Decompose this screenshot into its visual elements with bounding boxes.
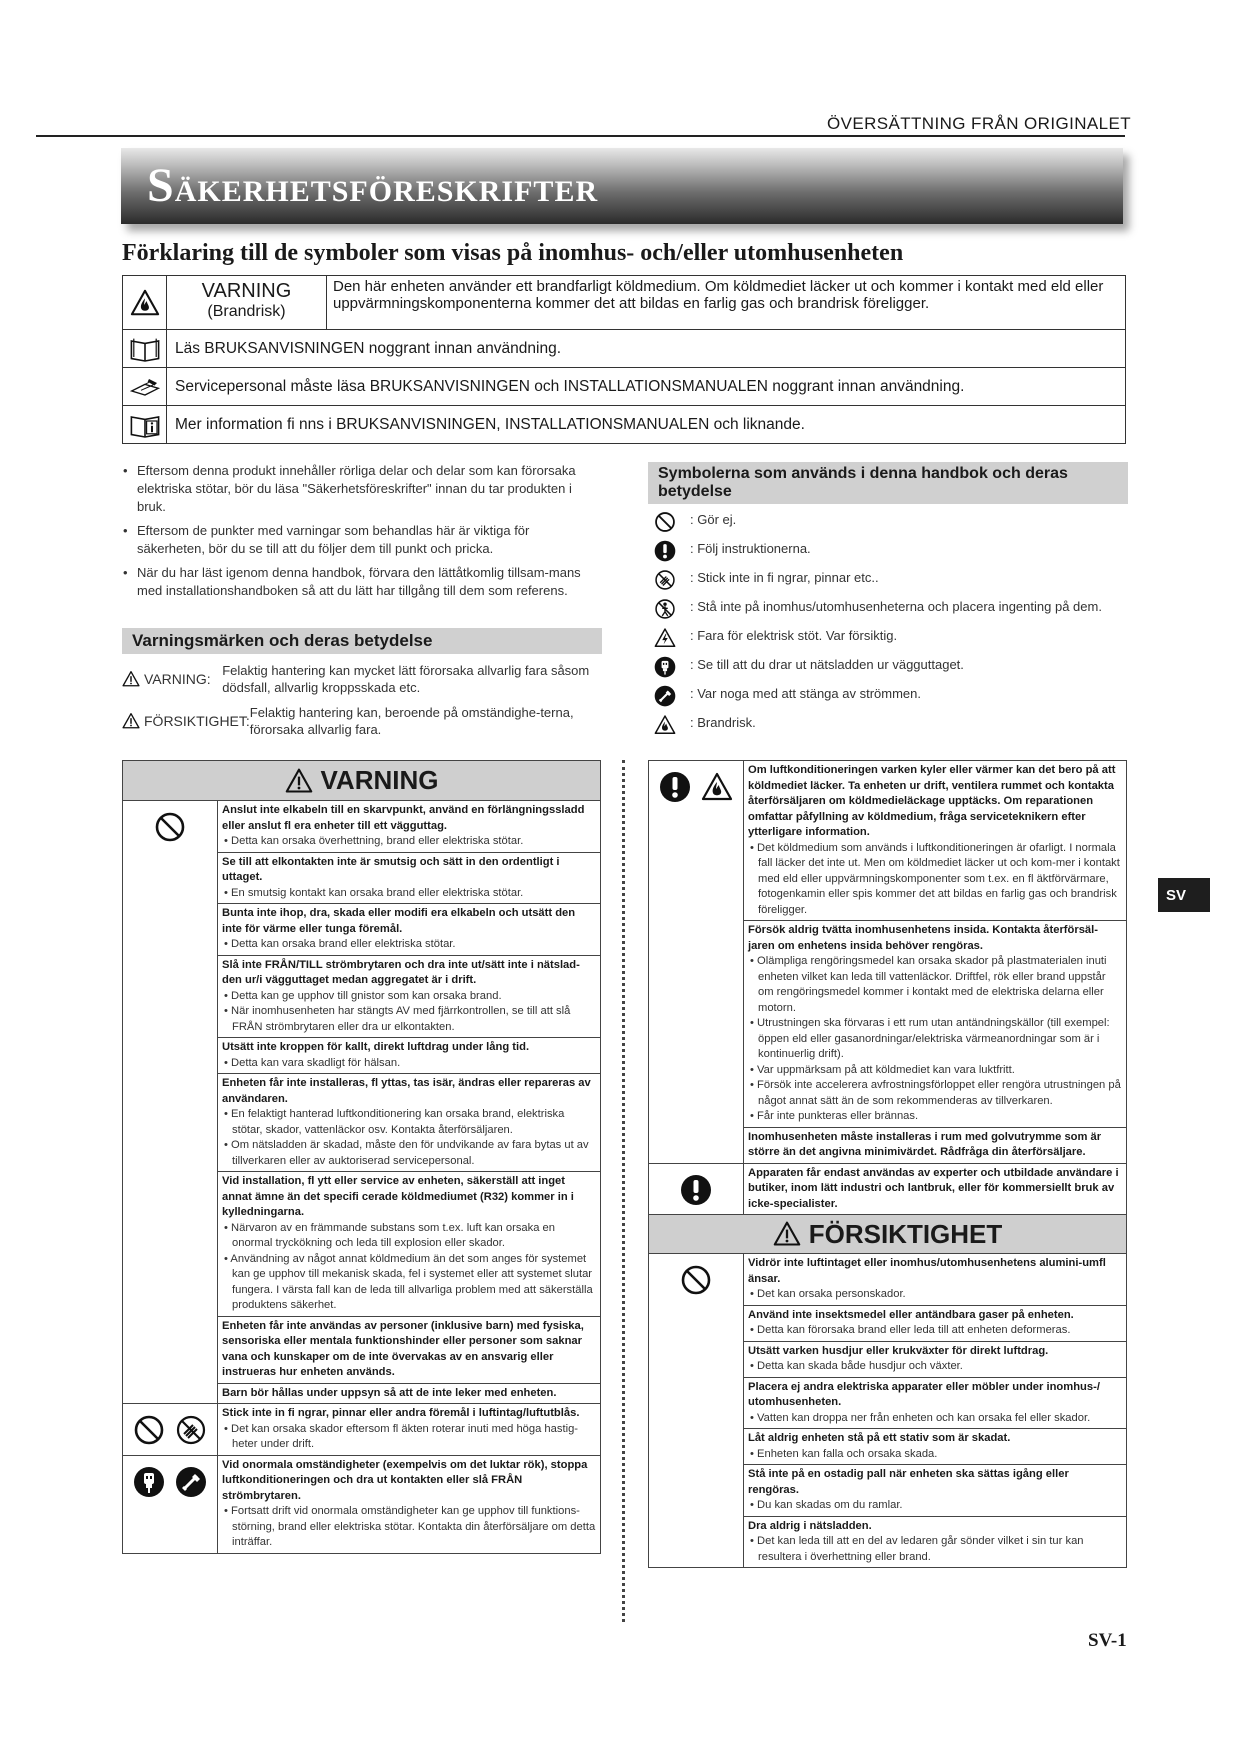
- box-group-items: [744, 1164, 1126, 1215]
- warning-mark-label: [122, 662, 222, 696]
- symbol-row: [123, 330, 1125, 368]
- no-fingers-icon: [175, 1414, 207, 1446]
- box-item-title: Apparaten får endast användas av experter och utbildade användare i butiker, inom lätt industri och lantbruk, eller för kommersiellt bruk av icke-specialister.: [748, 1166, 1119, 1210]
- box-item-title: Utsätt varken husdjur eller krukväxter för direkt luftdrag.: [748, 1344, 1049, 1357]
- box-item: [744, 1429, 1126, 1465]
- box-item-title: Bunta inte ihop, dra, skada eller modifi era elkabeln och utsätt den inte för värme eller tunga föremål.: [222, 907, 576, 935]
- box-item: [744, 1306, 1126, 1342]
- box-item-note: • Användning av något annat köldmedium än det som anges för systemet kan ge upphov till mekanisk skada, fel i systemet eller att systemet slutar fungera. I värsta fall kan de leda till allvarliga problem med att säkerställa produktens säkerhet.: [222, 1252, 596, 1314]
- warning-mark-row: [122, 662, 602, 696]
- box-item: [744, 1254, 1126, 1306]
- manual-symbol-icon: [648, 598, 682, 620]
- box-item-title: Placera ej andra elektriska apparater eller möbler under inomhus-/ utomhusenheten.: [748, 1380, 1100, 1408]
- unplug-icon: [133, 1466, 165, 1498]
- translation-notice: ÖVERSÄTTNING FRÅN ORIGINALET: [826, 114, 1131, 133]
- symbol-icon-cell: [123, 330, 167, 367]
- warning-triangle-icon: [122, 712, 140, 730]
- box-item-note: • När inomhusenheten har stängts AV med fjärrkontrollen, se till att slå FRÅN strömbrytaren eller dra ur elkontakten.: [222, 1004, 596, 1035]
- symbol-row-text: Läs BRUKSANVISNINGEN noggrant innan användning.: [175, 339, 561, 357]
- box-item-title: Dra aldrig i nätsladden.: [748, 1519, 872, 1532]
- power-off-icon: [175, 1466, 207, 1498]
- box-group-icons: [123, 1456, 218, 1553]
- warning-sublabel: (Brandrisk): [207, 303, 286, 320]
- box-group: [649, 761, 1126, 1164]
- manual-symbol-text: : Brandrisk.: [690, 715, 756, 730]
- manual-symbol-text: : Följ instruktionerna.: [690, 541, 811, 556]
- warning-mark-label-text: VARNING:: [144, 670, 211, 687]
- manual-symbol-text: : Se till att du drar ut nätsladden ur vägguttaget.: [690, 657, 964, 672]
- no-standing-icon: [654, 598, 676, 620]
- box-group: [123, 1404, 600, 1456]
- info-book-icon: [129, 409, 161, 441]
- box-item-note: • Detta kan ge upphov till gnistor som kan orsaka brand.: [222, 989, 596, 1005]
- box-item-title: Inomhusenheten måste installeras i rum med golvutrymme som är större än det angivna minimivärdet. Rådfråga din återförsäljare.: [748, 1130, 1102, 1158]
- box-item-title: Låt aldrig enheten stå på ett stativ som är skadat.: [748, 1432, 1011, 1444]
- caution-box-title: FÖRSIKTIGHET: [808, 1218, 1003, 1249]
- box-group-items: [744, 1254, 1126, 1567]
- box-item-title: Barn bör hållas under uppsyn så att de inte leker med enheten.: [222, 1386, 557, 1399]
- box-item-note: • Närvaron av en främmande substans som t.ex. luft kan orsaka en onormal tryckökning och leda till explosion eller skador.: [222, 1221, 596, 1252]
- symbol-row-text: Mer information fi nns i BRUKSANVISNINGEN, INSTALLATIONSMANUALEN och liknande.: [175, 415, 805, 433]
- warning-box-header: [123, 761, 600, 801]
- box-group-icons: [649, 1254, 744, 1567]
- box-group-items: [744, 761, 1126, 1163]
- mandatory-icon: [659, 771, 691, 803]
- symbol-icon-cell: [123, 406, 167, 443]
- box-item-note: • Detta kan orsaka överhettning, brand eller elektriska stötar.: [222, 834, 596, 850]
- manual-symbol-row: [648, 656, 1128, 678]
- manual-symbol-text: : Fara för elektrisk stöt. Var försiktig.: [690, 628, 898, 643]
- box-item: [744, 761, 1126, 921]
- warning-mark-text: Felaktig hantering kan mycket lätt förorsaka allvarlig fara såsom dödsfall, allvarlig kroppsskada etc.: [222, 663, 590, 695]
- box-item: [218, 1456, 600, 1553]
- box-group-icons: [649, 761, 744, 1163]
- box-group-items: [218, 801, 600, 1403]
- symbol-icon-cell: [123, 368, 167, 405]
- fire-risk-icon: [701, 771, 733, 803]
- intro-bullet: • När du har läst igenom denna handbok, förvara den lättåtkomlig tillsam-mans med installationshandboken så att du lätt har tillgång till dem som referens.: [122, 564, 592, 600]
- box-item-note: • Detta kan vara skadligt för hälsan.: [222, 1056, 596, 1072]
- box-item-title: Försök aldrig tvätta inomhusenhetens insida. Kontakta återförsäl-jaren om enhetens insida behöver rengöras.: [748, 924, 1098, 952]
- column-divider: [622, 760, 625, 1622]
- box-item-title: Se till att elkontakten inte är smutsig och sätt in den ordentligt i uttaget.: [222, 855, 560, 883]
- page-number: SV-1: [1088, 1630, 1127, 1651]
- warning-triangle-icon: [285, 767, 313, 795]
- box-item-note: • Vatten kan droppa ner från enheten och kan orsaka fel eller skador.: [748, 1411, 1122, 1427]
- prohibited-icon: [654, 511, 676, 533]
- manual-symbol-row: [648, 598, 1128, 620]
- warning-label-cell: [167, 276, 327, 329]
- box-item-title: Anslut inte elkabeln till en skarvpunkt, använd en förlängningssladd eller anslut fl era enheter till ett vägguttag.: [222, 804, 585, 832]
- symbols-heading: Förklaring till de symboler som visas på inomhus- och/eller utomhusenheten: [122, 240, 904, 266]
- manual-symbol-row: [648, 511, 1128, 533]
- language-tab: SV: [1158, 878, 1210, 912]
- box-item-note: • Får inte punkteras eller brännas.: [748, 1109, 1122, 1125]
- box-item: [218, 1317, 600, 1384]
- symbol-row-text: Servicepersonal måste läsa BRUKSANVISNINGEN och INSTALLATIONSMANUALEN noggrant innan användning.: [175, 377, 965, 395]
- manual-symbol-text: : Gör ej.: [690, 512, 737, 527]
- manual-symbol-icon: [648, 656, 682, 678]
- warning-mark-row: [122, 704, 602, 738]
- warning-mark-text: Felaktig hantering kan, beroende på omständighe-terna, förorsaka allvarlig fara.: [249, 705, 574, 737]
- manual-symbol-icon: [648, 685, 682, 707]
- box-item-title: Vidrör inte luftintaget eller inomhus/utomhusenhetens alumini-umfl änsar.: [748, 1257, 1106, 1285]
- box-item-note: • Detta kan förorsaka brand eller leda till att enheten deformeras.: [748, 1323, 1122, 1339]
- box-item-title: Vid installation, fl ytt eller service av enheten, säkerställ att inget annat ämne än det specifi cerade köldmediumet (R32) kommer in i kylledningarna.: [222, 1175, 574, 1218]
- unplug-icon: [654, 656, 676, 678]
- power-off-icon: [654, 685, 676, 707]
- symbol-row: [123, 368, 1125, 406]
- warning-marks-section: [122, 628, 602, 738]
- unit-symbols-table: [122, 275, 1126, 444]
- warning-box: [122, 760, 601, 1554]
- box-item-title: Enheten får inte installeras, fl yttas, tas isär, ändras eller repareras av användaren.: [222, 1077, 591, 1105]
- box-item-note: • Olämpliga rengöringsmedel kan orsaka skador på plastmaterialen inuti enheten vilket kan leda till vattenläckor. Driftfel, rök eller brand uppstår om rengöringsmedel kommer i kontakt med de elektriska delarna eller motorn.: [748, 954, 1122, 1016]
- manual-symbol-row: [648, 685, 1128, 707]
- box-group: [649, 1254, 1126, 1567]
- mandatory-icon: [680, 1174, 712, 1206]
- box-item-note: • Detta kan skada både husdjur och växter.: [748, 1359, 1122, 1375]
- box-item-note: • Det kan orsaka skador eftersom fl äkten roterar inuti med höga hastig-heter under drift.: [222, 1422, 596, 1453]
- box-group-icons: [123, 1404, 218, 1455]
- box-item: [218, 1074, 600, 1172]
- symbol-row: [123, 406, 1125, 444]
- box-item-title: Vid onormala omständigheter (exempelvis om det luktar rök), stoppa luftkonditioneringen och dra ut kontakten eller slå FRÅN strömbrytaren.: [222, 1458, 588, 1502]
- right-warning-box: [648, 760, 1127, 1568]
- manual-symbol-icon: [648, 627, 682, 649]
- box-item-title: Utsätt inte kroppen för kallt, direkt luftdrag under lång tid.: [222, 1041, 530, 1053]
- box-item-title: Om luftkonditioneringen varken kyler eller värmer kan det bero på att köldmediet läcker. Ta enheten ur drift, ventilera rummet och kontakta återförsäljaren om köldmedieläckage upptäcks. Om reparationen omfattar påfyllning av köldmedium, fråga serviceteknikern efter ytterligare information.: [748, 764, 1116, 838]
- warning-description: Den här enheten använder ett brandfarligt köldmedium. Om köldmediet läcker ut och kommer i kontakt med eld eller uppvärmningskomponenterna kommer det att bildas en farlig gas och brandrisk föreligger.: [333, 278, 1104, 312]
- box-item-note: • Var uppmärksam på att köldmediet kan vara luktfritt.: [748, 1063, 1122, 1079]
- header-rule: [36, 135, 1125, 137]
- box-item-title: Slå inte FRÅN/TILL strömbrytaren och dra inte ut/sätt inte i nätslad-den ur/i vägguttaget medan aggregatet är i drift.: [222, 958, 580, 986]
- box-item-note: • Utrustningen ska förvaras i ett rum utan antändningskällor (till exempel: öppen eld eller gasanordningar/elektriska värmeanordningar som är i kontinuerlig drift).: [748, 1016, 1122, 1063]
- box-group-icons: [123, 801, 218, 1403]
- box-item: [744, 1465, 1126, 1517]
- box-item: [744, 1128, 1126, 1163]
- fire-risk-icon: [654, 714, 676, 736]
- mandatory-icon: [654, 540, 676, 562]
- box-item: [218, 904, 600, 956]
- manual-symbols-heading: Symbolerna som används i denna handbok och deras betydelse: [648, 462, 1128, 504]
- box-item: [744, 1517, 1126, 1568]
- prohibited-icon: [154, 811, 186, 843]
- title-banner: [121, 148, 1123, 224]
- manual-symbol-icon: [648, 569, 682, 591]
- warning-label: VARNING: [201, 280, 292, 302]
- warning-mark-label: [122, 704, 250, 738]
- fire-risk-icon: [123, 276, 167, 329]
- box-item-note: • Försök inte accelerera avfrostningsförloppet eller rengöra utrustningen på något annat sätt än de som rekommenderas av tillverkaren.: [748, 1078, 1122, 1109]
- warning-mark-label-text: FÖRSIKTIGHET:: [144, 712, 250, 729]
- manual-symbol-text: : Var noga med att stänga av strömmen.: [690, 686, 921, 701]
- manual-symbol-icon: [648, 540, 682, 562]
- box-item: [744, 1164, 1126, 1215]
- box-group-items: [218, 1456, 600, 1553]
- book-icon: [129, 333, 161, 365]
- box-item-note: • En felaktigt hanterad luftkonditionering kan orsaka brand, elektriska stötar, skador, vattenläckor osv. Kontakta återförsäljaren.: [222, 1107, 596, 1138]
- warning-box-title: VARNING: [320, 765, 439, 795]
- intro-bullets: [122, 462, 592, 606]
- page-title-rest: ÄKERHETSFÖRESKRIFTER: [174, 175, 599, 208]
- box-group-items: [218, 1404, 600, 1455]
- manual-symbol-row: [648, 540, 1128, 562]
- box-group-icons: [649, 1164, 744, 1215]
- box-item: [218, 956, 600, 1039]
- intro-bullet: • Eftersom denna produkt innehåller rörliga delar och delar som kan förorsaka elektriska stötar, bör du läsa "Säkerhetsföreskrifter" innan du tar produkten i bruk.: [122, 462, 592, 516]
- box-item-note: • Det köldmedium som används i luftkonditioneringen är ofarligt. I normala fall läcker det inte ut. Men om köldmediet läcker ut och kom-mer i kontakt med eld eller uppvärmningskomponenter som t.ex. en fl äktförvärmare, fotogenkamin eller spis kommer det att bildas en farlig gas och brandrisk föreligger.: [748, 841, 1122, 919]
- prohibited-icon: [680, 1264, 712, 1296]
- warning-triangle-icon: [122, 670, 140, 688]
- box-item-title: Enheten får inte användas av personer (inklusive barn) med fysiska, sensoriska eller mentala funktionshinder eller personer som saknar vana och kunskaper om de inte övervakas av en ansvarig eller instrueras hur enheten används.: [222, 1319, 584, 1378]
- warning-marks-heading: Varningsmärken och deras betydelse: [122, 628, 602, 654]
- box-item: [744, 921, 1126, 1128]
- prohibited-icon: [133, 1414, 165, 1446]
- box-group: [123, 1456, 600, 1553]
- box-item: [218, 853, 600, 905]
- box-item-title: Använd inte insektsmedel eller antändbara gaser på enheten.: [748, 1308, 1074, 1321]
- service-manual-icon: [129, 371, 161, 403]
- manual-symbols-section: [648, 462, 1128, 736]
- box-item-title: Stick inte in fi ngrar, pinnar eller andra föremål i luftintag/luftutblås.: [222, 1407, 580, 1419]
- box-group: [123, 801, 600, 1404]
- manual-symbol-row: [648, 714, 1128, 736]
- electric-shock-icon: [654, 627, 676, 649]
- fire-warning-row: [123, 276, 1125, 330]
- page-title-initial: S: [147, 159, 175, 212]
- box-item: [744, 1378, 1126, 1430]
- box-item: [218, 1384, 600, 1404]
- box-item-title: Stå inte på en ostadig pall när enheten ska sättas igång eller rengöras.: [748, 1468, 1069, 1496]
- box-item-note: • Om nätsladden är skadad, måste den för undvikande av fara bytas ut av tillverkaren eller av auktoriserad servicepersonal.: [222, 1138, 596, 1169]
- box-item-note: • Enheten kan falla och orsaka skada.: [748, 1447, 1122, 1463]
- box-item-note: • En smutsig kontakt kan orsaka brand eller elektriska stötar.: [222, 886, 596, 902]
- box-item: [218, 1038, 600, 1074]
- caution-box-header: [649, 1214, 1126, 1254]
- box-item-note: • Du kan skadas om du ramlar.: [748, 1498, 1122, 1514]
- box-item: [218, 801, 600, 853]
- manual-symbol-text: : Stick inte in fi ngrar, pinnar etc..: [690, 570, 879, 585]
- box-item: [218, 1404, 600, 1455]
- manual-symbol-icon: [648, 511, 682, 533]
- manual-symbol-row: [648, 627, 1128, 649]
- box-item-note: • Det kan orsaka personskador.: [748, 1287, 1122, 1303]
- caution-triangle-icon: [773, 1220, 801, 1248]
- box-item-note: • Detta kan orsaka brand eller elektriska stötar.: [222, 937, 596, 953]
- intro-bullet: • Eftersom de punkter med varningar som behandlas här är viktiga för säkerheten, bör du se till att du följer dem till punkt och pricka.: [122, 522, 592, 558]
- manual-symbol-row: [648, 569, 1128, 591]
- page-title: [147, 160, 598, 218]
- box-item-note: • Det kan leda till att en del av ledaren går sönder vilket i sin tur kan resultera i överhettning eller brand.: [748, 1534, 1122, 1565]
- box-group: [649, 1164, 1126, 1215]
- box-item: [218, 1172, 600, 1317]
- no-fingers-icon: [654, 569, 676, 591]
- manual-symbol-icon: [648, 714, 682, 736]
- box-item: [744, 1342, 1126, 1378]
- box-item-note: • Fortsatt drift vid onormala omständigheter kan ge upphov till funktions-störning, brand eller elektriska stötar. Kontakta din återförsäljare om detta inträffar.: [222, 1504, 596, 1551]
- manual-symbol-text: : Stå inte på inomhus/utomhusenheterna och placera ingenting på dem.: [690, 599, 1102, 614]
